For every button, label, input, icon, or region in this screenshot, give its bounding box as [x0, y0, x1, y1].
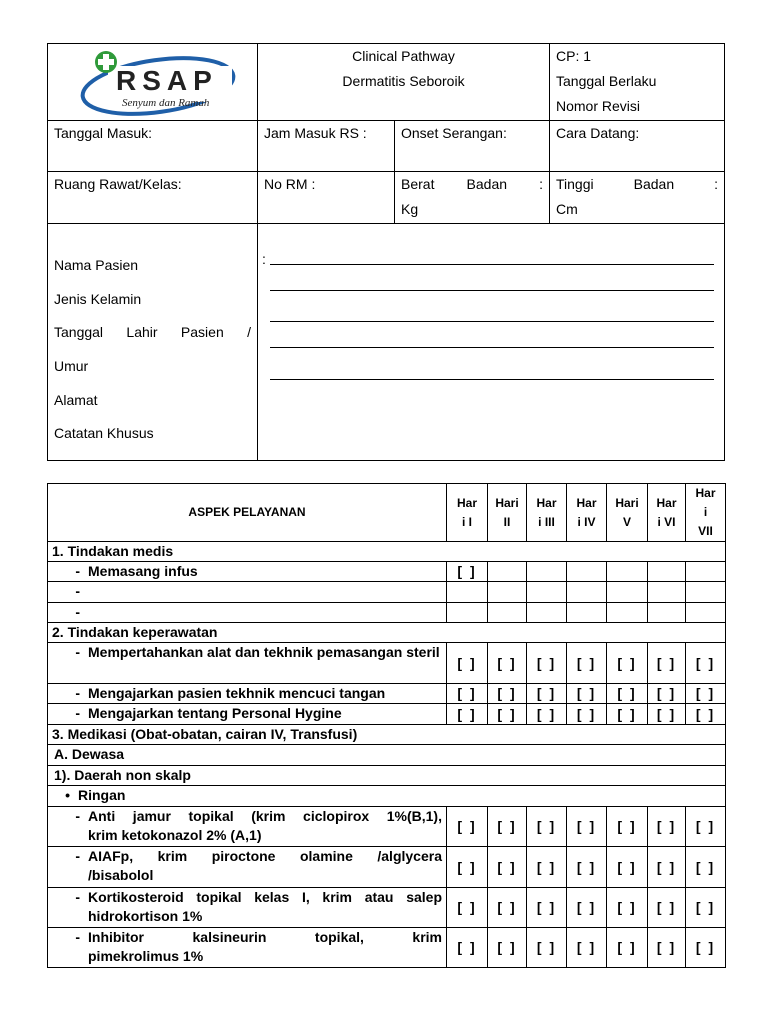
checkbox-cell[interactable]: [ ] [607, 928, 648, 968]
checkbox-cell[interactable]: [ ] [488, 704, 527, 725]
checkbox-cell[interactable]: [ ] [527, 888, 567, 928]
empty-cell [447, 603, 488, 623]
list-item: - Inhibitor kalsineurin topikal, krim pimekrolimus 1% [75, 929, 442, 964]
med-4-line-2: pimekrolimus 1% [88, 948, 204, 964]
checkbox-cell[interactable]: [ ] [488, 643, 527, 684]
table-row [48, 643, 726, 684]
berat-word-1: Berat [401, 176, 435, 192]
checkbox-cell[interactable]: [ ] [607, 888, 648, 928]
onset-field[interactable] [395, 121, 550, 172]
title-cell [258, 44, 550, 121]
checkbox-cell[interactable]: [ ] [447, 684, 488, 704]
bullet-ringan: Ringan [78, 787, 126, 803]
table-row [48, 888, 726, 928]
list-item: - Mempertahankan alat dan tekhnik pemasangan steril [52, 643, 442, 662]
list-item: - Mengajarkan tentang Personal Hygine [52, 704, 442, 723]
day-header-3 [527, 484, 567, 542]
nomor-revisi: Nomor Revisi [556, 98, 641, 114]
checkbox-cell[interactable]: [ ] [447, 643, 488, 684]
med-4-line-1: Inhibitor kalsineurin topikal, krim [88, 929, 442, 945]
table-row [48, 704, 726, 725]
day-5-label: Hari V [615, 495, 639, 529]
day-header-2 [488, 484, 527, 542]
empty-cell [686, 582, 726, 603]
checkbox-cell[interactable]: [ ] [607, 684, 648, 704]
tinggi-word-2: Badan [633, 176, 675, 192]
empty-cell [527, 562, 567, 582]
onset-label: Onset Serangan: [401, 125, 507, 141]
no-rm-field[interactable] [258, 172, 395, 224]
checkbox-cell[interactable]: [ ] [686, 928, 726, 968]
checkbox-cell[interactable]: [ ] [447, 928, 488, 968]
checkbox-cell[interactable]: [ ] [686, 847, 726, 888]
med-1-line-1: Anti jamur topikal (krim ciclopirox 1%(B,1), [88, 808, 442, 824]
empty-cell [648, 562, 686, 582]
logo-text: RSAP [116, 65, 218, 96]
item-mencuci-tangan: Mengajarkan pasien tekhnik mencuci tangan [88, 685, 386, 701]
med-2-line-1: AIAFp, krim piroctone olamine /alglycera [88, 848, 442, 864]
cp-label: CP: 1 [556, 48, 592, 64]
tanggal-lahir-line[interactable] [270, 321, 714, 322]
list-item: - Anti jamur topikal (krim ciclopirox 1%(B,1), krim ketokonazol 2% (A,1) [75, 808, 442, 843]
ruang-rawat-label: Ruang Rawat/Kelas: [54, 176, 182, 192]
berat-word-2: Badan [466, 176, 508, 192]
checkbox-cell[interactable]: [ ] [686, 888, 726, 928]
catatan-khusus-line[interactable] [270, 379, 714, 380]
hospital-logo [78, 48, 238, 118]
checkbox-cell[interactable]: [ ] [607, 704, 648, 725]
empty-cell [488, 562, 527, 582]
med-3-line-2: hidrokortison 1% [88, 908, 203, 924]
checkbox-cell[interactable]: [ ] [447, 847, 488, 888]
day-6-label: Har i VI [656, 495, 677, 529]
list-item: - Kortikosteroid topikal kelas I, krim atau salep hidrokortison 1% [75, 889, 442, 924]
nama-pasien-label: Nama Pasien [54, 257, 139, 273]
jam-masuk-label: Jam Masuk RS : [264, 125, 367, 141]
item-mempertahankan: Mempertahankan alat dan tekhnik pemasangan steril [88, 644, 440, 660]
empty-cell [607, 582, 648, 603]
checkbox-cell[interactable]: [ ] [607, 643, 648, 684]
patient-lines-cell [258, 224, 725, 461]
checkbox-cell[interactable]: [ ] [447, 704, 488, 725]
tanggal-berlaku: Tanggal Berlaku [556, 73, 657, 89]
tinggi-word-1: Tinggi [556, 176, 594, 192]
day-1-label: Har i I [456, 495, 477, 529]
alamat-label: Alamat [54, 391, 98, 408]
checkbox-cell[interactable]: [ ] [567, 643, 607, 684]
section-tindakan-medis: 1. Tindakan medis [48, 542, 726, 562]
tinggi-badan-label [556, 172, 718, 197]
empty-cell [607, 562, 648, 582]
checkbox-cell[interactable]: [ ] [447, 888, 488, 928]
checkbox-cell[interactable]: [ ] [648, 928, 686, 968]
tanggal-masuk-label: Tanggal Masuk: [54, 125, 153, 141]
jam-masuk-field[interactable] [258, 121, 395, 172]
checkbox-cell[interactable]: [ ] [527, 643, 567, 684]
empty-cell [648, 582, 686, 603]
section-tindakan-keperawatan: 2. Tindakan keperawatan [48, 623, 726, 643]
empty-cell [607, 603, 648, 623]
empty-cell [648, 603, 686, 623]
day-7-label: Har i VII [695, 486, 716, 538]
bullet-ringan-row [48, 786, 726, 807]
no-rm-label: No RM : [264, 176, 316, 192]
section-medikasi: 3. Medikasi (Obat-obatan, cairan IV, Transfusi) [48, 725, 726, 745]
tinggi-badan-field[interactable] [550, 172, 725, 224]
empty-cell [527, 603, 567, 623]
med-3-line-1: Kortikosteroid topikal kelas I, krim atau salep [88, 889, 442, 905]
berat-badan-field[interactable] [395, 172, 550, 224]
empty-cell [567, 582, 607, 603]
berat-badan-label [401, 172, 543, 197]
checkbox-cell[interactable]: [ ] [567, 928, 607, 968]
logo-cell [48, 44, 258, 121]
cara-datang-field[interactable] [550, 121, 725, 172]
checkbox-cell[interactable]: [ ] [527, 928, 567, 968]
checkbox-cell[interactable]: [ ] [527, 807, 567, 847]
list-item: - Mengajarkan pasien tekhnik mencuci tangan [52, 684, 442, 703]
aspek-header: ASPEK PELAYANAN [48, 484, 447, 542]
checkbox-cell[interactable]: [ ] [648, 807, 686, 847]
empty-cell [567, 603, 607, 623]
aspek-pelayanan-table [47, 483, 726, 968]
checkbox-cell[interactable]: [ ] [648, 888, 686, 928]
empty-cell [686, 562, 726, 582]
tanggal-lahir-label: Tanggal Lahir Pasien / [54, 324, 251, 341]
list-item: - AIAFp, krim piroctone olamine /alglycera /bisabolol [75, 848, 442, 883]
checkbox-cell[interactable]: [ ] [488, 888, 527, 928]
table-row [48, 562, 726, 582]
cp-cell [550, 44, 725, 121]
day-header-4 [567, 484, 607, 542]
empty-cell [567, 562, 607, 582]
patient-labels [54, 224, 251, 451]
checkbox-cell[interactable]: [ ] [447, 562, 488, 582]
checkbox-cell[interactable]: [ ] [488, 847, 527, 888]
title-line-1: Clinical Pathway [352, 48, 455, 64]
med-1-line-2: krim ketokonazol 2% (A,1) [88, 827, 262, 843]
day-4-label: Har i IV [576, 495, 597, 529]
empty-cell [488, 603, 527, 623]
bullet-item [52, 786, 721, 805]
day-header-5 [607, 484, 648, 542]
checkbox-cell[interactable]: [ ] [686, 807, 726, 847]
day-3-label: Har i III [536, 495, 557, 529]
berat-unit: Kg [401, 201, 419, 217]
bullet-icon: • [65, 787, 70, 803]
berat-colon: : [539, 176, 543, 192]
tinggi-unit: Cm [556, 201, 578, 217]
subsection-non-skalp: 1). Daerah non skalp [48, 766, 726, 786]
checkbox-cell[interactable]: [ ] [686, 643, 726, 684]
jenis-kelamin-label: Jenis Kelamin [54, 290, 142, 307]
checkbox-cell[interactable]: [ ] [488, 807, 527, 847]
item-memasang-infus: Memasang infus [88, 563, 198, 579]
checkbox-cell[interactable]: [ ] [648, 847, 686, 888]
item-empty-1 [88, 582, 442, 601]
patient-labels-cell [48, 224, 258, 461]
table-row [48, 582, 726, 603]
subsection-dewasa: A. Dewasa [48, 745, 726, 766]
jenis-kelamin-line[interactable] [270, 290, 714, 291]
empty-cell [527, 582, 567, 603]
empty-cell [488, 582, 527, 603]
med-2-line-2: /bisabolol [88, 867, 154, 883]
checkbox-cell[interactable]: [ ] [648, 643, 686, 684]
checkbox-cell[interactable]: [ ] [607, 807, 648, 847]
day-header-6 [648, 484, 686, 542]
logo-tagline: Senyum dan Ramah [122, 97, 210, 109]
patient-colon: : [262, 251, 266, 267]
checkbox-cell[interactable]: [ ] [567, 847, 607, 888]
checkbox-cell[interactable]: [ ] [567, 704, 607, 725]
table-row [48, 684, 726, 704]
empty-cell [447, 582, 488, 603]
table-row [48, 603, 726, 623]
checkbox-cell[interactable]: [ ] [527, 847, 567, 888]
list-item: - [52, 603, 442, 622]
day-2-label: Hari II [495, 495, 519, 529]
checkbox-cell[interactable]: [ ] [607, 847, 648, 888]
header-table [47, 43, 725, 461]
checkbox-cell[interactable]: [ ] [567, 888, 607, 928]
day-header-1 [447, 484, 488, 542]
day-header-7 [686, 484, 726, 542]
tinggi-colon: : [714, 176, 718, 192]
checkbox-cell[interactable]: [ ] [447, 807, 488, 847]
title-line-2: Dermatitis Seboroik [342, 73, 465, 89]
item-personal-hygine: Mengajarkan tentang Personal Hygine [88, 705, 342, 721]
checkbox-cell[interactable]: [ ] [648, 704, 686, 725]
cross-icon-h [98, 59, 114, 65]
table-row [48, 847, 726, 888]
catatan-khusus-label: Catatan Khusus [54, 425, 154, 442]
ruang-rawat-field[interactable] [48, 172, 258, 224]
table-row [48, 807, 726, 847]
checkbox-cell[interactable]: [ ] [567, 807, 607, 847]
checkbox-cell[interactable]: [ ] [567, 684, 607, 704]
list-item: - Memasang infus [52, 562, 442, 581]
checkbox-cell[interactable]: [ ] [527, 704, 567, 725]
empty-cell [686, 603, 726, 623]
alamat-line[interactable] [270, 347, 714, 348]
umur-label: Umur [54, 358, 89, 375]
nama-pasien-line[interactable] [270, 264, 714, 265]
cara-datang-label: Cara Datang: [556, 125, 640, 141]
checkbox-cell[interactable]: [ ] [648, 684, 686, 704]
tanggal-masuk-field[interactable] [48, 121, 258, 172]
table-row [48, 928, 726, 968]
checkbox-cell[interactable]: [ ] [686, 684, 726, 704]
checkbox-cell[interactable]: [ ] [527, 684, 567, 704]
list-item: - [52, 582, 442, 601]
item-empty-2 [88, 603, 442, 622]
checkbox-cell[interactable]: [ ] [488, 928, 527, 968]
checkbox-cell[interactable]: [ ] [488, 684, 527, 704]
checkbox-cell[interactable]: [ ] [686, 704, 726, 725]
